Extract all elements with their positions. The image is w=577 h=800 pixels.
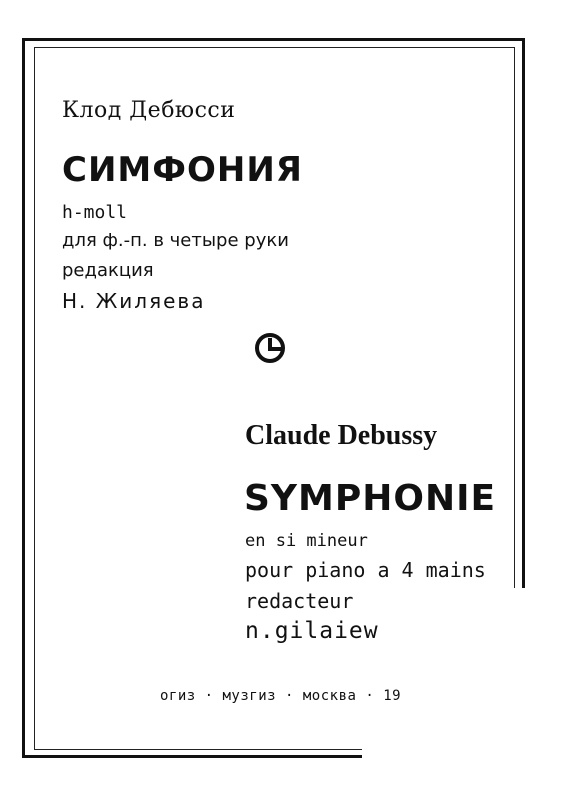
title-french: SYMPHONIE (244, 478, 497, 519)
publisher-line: огиз · музгиз · москва · 19 (160, 688, 402, 704)
editor-label-russian: редакция (62, 260, 154, 281)
author-french: Claude Debussy (245, 420, 438, 451)
editor-name-russian: Н. Жиляева (62, 289, 206, 313)
instrumentation-russian: для ф.-п. в четыре руки (62, 230, 289, 251)
title-russian: СИМФОНИЯ (62, 150, 303, 190)
key-french: en si mineur (245, 531, 368, 551)
key-russian: h-moll (62, 202, 128, 223)
instrumentation-french: pour piano a 4 mains (245, 558, 486, 582)
editor-name-french: n.gilaiew (245, 618, 379, 644)
editor-label-french: redacteur (245, 589, 354, 613)
author-russian: Клод Дебюсси (62, 98, 236, 123)
copyright-c-icon (252, 330, 288, 366)
